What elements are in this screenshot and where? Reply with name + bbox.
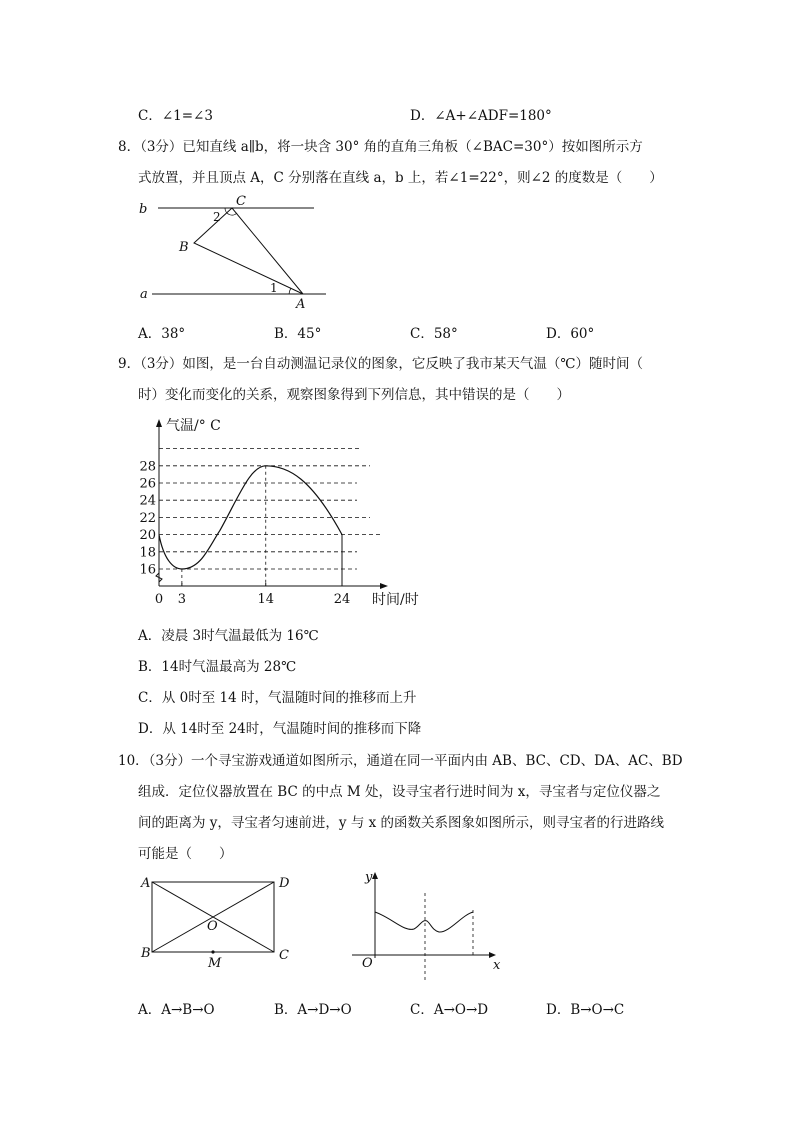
graph-label-O: O — [362, 956, 373, 971]
q10-stem-line2: 组成．定位仪器放置在 BC 的中点 M 处，设寻宝者行进时间为 x，寻宝者与定位仪器之 — [138, 784, 661, 800]
rect-label-D: D — [279, 876, 290, 891]
x-tick-label-0: 0 — [154, 592, 164, 607]
y-tick-label-26: 26 — [139, 476, 156, 492]
q10-option-d[interactable]: D．B→O→C — [546, 1002, 625, 1018]
q9-stem-line2: 时）变化而变化的关系，观察图象得到下列信息，其中错误的是（ ） — [138, 387, 570, 403]
label-a: a — [140, 287, 148, 302]
q8-option-c[interactable]: C．58° — [410, 326, 458, 342]
q10-option-b[interactable]: B．A→D→O — [274, 1002, 352, 1018]
label-angle-1: 1 — [270, 281, 278, 295]
q8-stem-line2: 式放置，并且顶点 A，C 分别落在直线 a，b 上，若∠1=22°，则∠2 的度数是（ ） — [138, 170, 663, 186]
q9-option-a[interactable]: A．凌晨 3时气温最低为 16℃ — [138, 628, 319, 644]
x-tick-label-24: 24 — [333, 592, 351, 607]
q8-option-a[interactable]: A．38° — [138, 326, 186, 342]
rect-label-C: C — [279, 948, 289, 963]
q9-option-d[interactable]: D．从 14时至 24时，气温随时间的推移而下降 — [138, 721, 422, 737]
q10-stem-line4: 可能是（ ） — [138, 846, 233, 862]
label-A: A — [296, 297, 306, 312]
label-B: B — [179, 240, 189, 255]
y-tick-label-18: 18 — [139, 545, 156, 561]
rect-label-O: O — [207, 919, 218, 934]
rect-label-B: B — [141, 946, 151, 961]
q10-stem-line1: 10．（3分）一个寻宝游戏通道如图所示，通道在同一平面内由 AB、BC、CD、DA、AC、BD — [118, 753, 683, 769]
graph-label-y: y — [365, 870, 373, 885]
label-b: b — [139, 202, 148, 217]
y-axis-title: 气温/° C — [166, 418, 221, 434]
q10-option-a[interactable]: A．A→B→O — [138, 1002, 215, 1018]
y-tick-label-16: 16 — [139, 562, 156, 578]
q9-stem-line1: 9．（3分）如图，是一台自动测温记录仪的图象，它反映了我市某天气温（℃）随时间（ — [118, 356, 644, 372]
graph-label-x: x — [493, 958, 501, 973]
x-axis-title: 时间/时 — [372, 592, 419, 608]
q10-stem-line3: 间的距离为 y，寻宝者匀速前进，y 与 x 的函数关系图象如图所示，则寻宝者的行进路线 — [138, 815, 665, 831]
graph-curve — [375, 912, 473, 932]
label-angle-2: 2 — [213, 210, 221, 224]
q9-option-b[interactable]: B．14时气温最高为 28℃ — [138, 659, 297, 675]
y-tick-label-20: 20 — [139, 528, 156, 544]
q8-stem-line1: 8．（3分）已知直线 a∥b，将一块含 30° 角的直角三角板（∠BAC=30°）按如图所示方 — [118, 139, 643, 155]
q8-option-d[interactable]: D．60° — [546, 326, 595, 342]
label-C: C — [236, 194, 246, 209]
y-tick-label-28: 28 — [139, 459, 156, 475]
x-tick-label-3: 3 — [177, 592, 187, 607]
q7-option-d[interactable]: D．∠A+∠ADF=180° — [410, 108, 552, 124]
y-tick-label-24: 24 — [139, 493, 156, 509]
rect-label-M: M — [208, 956, 222, 971]
graph-y-arrow — [372, 872, 378, 879]
q9-option-c[interactable]: C．从 0时至 14 时，气温随时间的推移而上升 — [138, 690, 417, 706]
x-tick-label-14: 14 — [257, 592, 275, 607]
q10-option-c[interactable]: C．A→O→D — [410, 1002, 489, 1018]
rect-label-A: A — [141, 876, 151, 891]
y-tick-label-22: 22 — [139, 510, 156, 526]
q7-option-c[interactable]: C．∠1=∠3 — [138, 108, 213, 124]
q8-option-b[interactable]: B．45° — [274, 326, 322, 342]
